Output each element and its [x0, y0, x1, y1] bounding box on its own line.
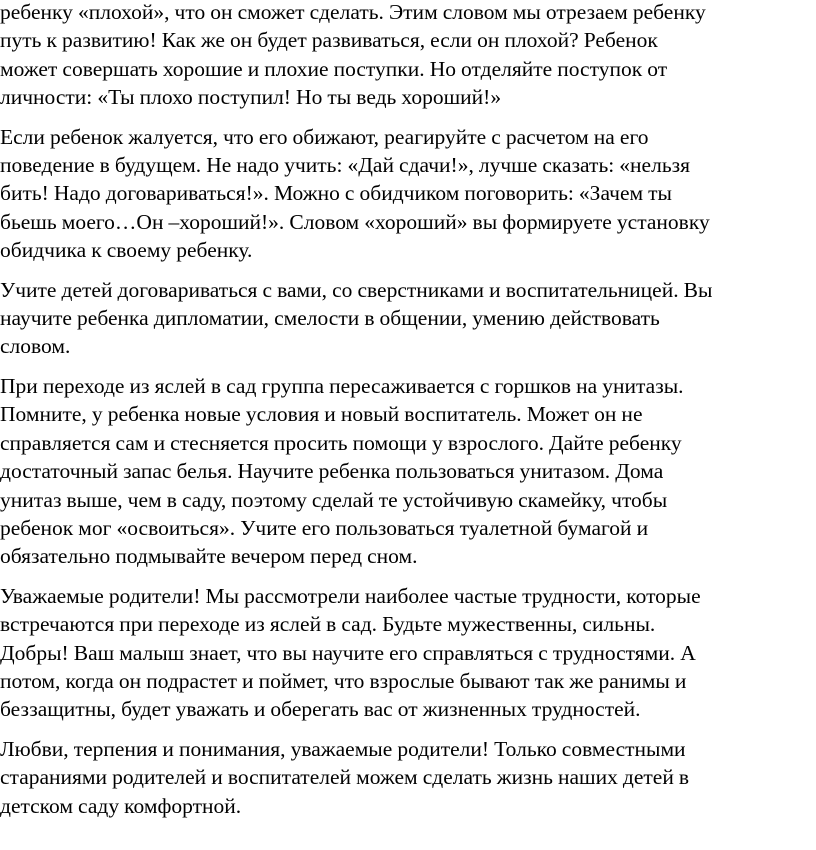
paragraph-negotiation: Учите детей договариваться с вами, со сверстниками и воспитательницей. Вы научите ребенка дипломатии, смелости в общении, умению действовать словом.: [0, 277, 713, 359]
paragraph-parents-address: Уважаемые родители! Мы рассмотрели наиболее частые трудности, которые встречаются при переходе из яслей в сад. Будьте мужественны, сильны. Добры! Ваш малыш знает, что вы научите его справляться с трудностями. А потом, когда он подрастет и поймет, что взрослые бывают так же ранимы и беззащитны, будет уважать и оберегать вас от жизненных трудностей.: [0, 583, 701, 722]
paragraph-offender: Если ребенок жалуется, что его обижают, реагируйте с расчетом на его поведение в будущем. Не надо учить: «Дай сдачи!», лучше сказать: «нельзя бить! Надо договариваться!». Можно с обидчиком поговорить: «Зачем ты бьешь моего…Он –хороший!». Словом «хороший» вы формируете установку обидчика к своему ребенку.: [0, 124, 710, 263]
paragraph-criticism: ребенку «плохой», что он сможет сделать. Этим словом мы отрезаем ребенку путь к развитию! Как же он будет развиваться, если он плохой? Ребенок может совершать хорошие и плохие поступки. Но отделяйте поступок от личности: «Ты плохо поступил! Но ты ведь хороший!»: [0, 0, 706, 110]
paragraph-closing: Любви, терпения и понимания, уважаемые родители! Только совместными стараниями родителей и воспитателей можем сделать жизнь наших детей в детском саду комфортной.: [0, 736, 690, 818]
paragraph-toilet-transition: При переходе из яслей в сад группа пересаживается с горшков на унитазы. Помните, у ребенка новые условия и новый воспитатель. Может он не справляется сам и стесняется просить помощи у взрослого. Дайте ребенку достаточный запас белья. Научите ребенка пользоваться унитазом. Дома унитаз выше, чем в саду, поэтому сделай те устойчивую скамейку, чтобы ребенок мог «освоиться». Учите его пользоваться туалетной бумагой и обязательно подмывайте вечером перед сном.: [0, 373, 684, 569]
